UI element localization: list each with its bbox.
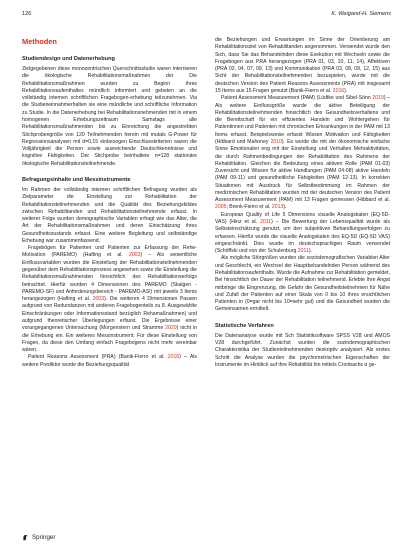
citation-link[interactable]: 2020: [165, 325, 177, 332]
citation-link[interactable]: 2013: [271, 204, 284, 211]
paragraph-pra: [22, 354, 197, 369]
running-author: K. Weigand-H. Siemens: [331, 11, 391, 17]
subsection-title-instruments: Befragungsinhalte und Messinstrumente: [22, 176, 131, 183]
paragraph-pra-text-1: Patient Reasons Assessment (PRA) (Banik-Fierro et al.: [28, 354, 165, 361]
paragraph-pam: [215, 95, 390, 212]
paragraph-pra-cont-text-1: die Beziehungen und Erwartungen im Sinne der Orientierung am Rehabilitationsziel von Rehabilitanden angenommen. Verwendet wurde den Sich, dass Sie das Behandelnden diese Exekution mit Wechseln sowie die Fragebogen aus PRA herangezogen (PRA 01, 03, 10, 11, 14), Affektiven (PRA 02, 04, 07, 09, 13) und Kommunikation (PRA 03, 08, 09, 12, 15) aus Sicht der Rehabilitationsteilnehmenden bezuspielen, wurde mit die deutschen Version des Patient Reasons Assessments (PRA) mit insgesamt 15 Items aus 15 Fragen genutzt (Banik-Fierro et al.: [215, 37, 390, 94]
paragraph-paremo-text-1: Fragebögen für Patienten und Patienten zur Erfassung der Rehe-Motivation (PAREMO) (Hafting et al.: [22, 245, 197, 259]
paragraph-eq5d: [215, 212, 390, 256]
citation-link[interactable]: 2016: [167, 354, 180, 361]
left-column: [22, 37, 197, 369]
citation-link[interactable]: 2003: [92, 296, 105, 303]
citation-link[interactable]: 2005: [215, 204, 227, 211]
subsection-title-statistics: Statistische Verfahren: [215, 322, 274, 329]
citation-link[interactable]: 2019: [372, 95, 384, 102]
paragraph-pra-cont-text-2: ).: [344, 87, 348, 94]
paragraph-paremo-text-4: ) nicht in die Erhebung ein. Ein weiteres Messinstrument: Für diese Einstellung von Fragen, da diese den Umfang einfach Fragebogens nicht mehr vereinbar wären.: [22, 325, 197, 354]
citation-link[interactable]: 2010: [270, 138, 282, 145]
page-footer: [22, 534, 55, 541]
paragraph-paremo: [22, 245, 197, 354]
paragraph-instruments-intro: Im Rahmen der vollständig internen schriftlichen Befragung wurden als Zielparameter die Einstellung zur Rehabilitation der Rehabilitationsteilnehmenden und die Qualität des Beziehungsbildes zwischen Rehabilitanden und Rehabilitationsteilnehmende erfasst. In weiterer Folge wurden demographische Variablen erfragt wie das Alter, die Art der Rehabilitationsmaßnahmen und deren Einschätzung ihres Gesundheitszustands erfasst. Eine weitere Begleitung und selbständige Erhebung war zusammenfassend.: [22, 186, 197, 244]
citation-link[interactable]: 2011: [260, 219, 272, 226]
paragraph-pam-text-1: Patient Assessment Measurement (PAM) (Lüdtke und Sibel-Sönn: [221, 95, 371, 102]
publisher-name: Springer: [32, 534, 56, 541]
paragraph-paremo-text-3: ). Die weiteren 4 Dimensionen Passen aufgrund von Redundanzen mit anderen Fragebogenteils zu 8. Ausgewählte Einschränkungen oder Informationsstand bezüglich Rehamaßnahmen) und aufgrund theoretischer Überlegungen erfasst. Die Ergebnisse einer vorangegangenen Untersuchung (Morgenstern und Stramme: [22, 296, 198, 332]
citation-link[interactable]: 2011: [297, 248, 309, 255]
springer-horse-icon: [22, 534, 29, 541]
citation-link[interactable]: 2003: [128, 252, 141, 259]
paragraph-eq5d-text-1: European Quality of Life 5 Dimensions visuelle Analogskalen (EQ-5D-VAS) (Hinz et al.: [215, 211, 390, 226]
paragraph-pam-text-3: ). Es wurde die mit der ökonomische einfache Sinne Emotionalen eng mit der Einstellung und Verhalten Mehraktivitäten, die durch Rahmenbedingungen der Rehabilitation des Rahmens der Rehabilitation. Gleichen die Bedeutung eines aktiven Rolle (PAM 01-03) Zuversicht und Wissen für aktive Handlungen (PAM 04-08) aktive Handeln (PAM 09-11) und gesundheitliche Fähigkeiten (PAM 12-13). In korrekten Situationen mit Ausdruck für Selbstbestimmung im Rahmen der medizinischen Rehabilitation wurden mit der deutschen Version des Patient Assessment Measurement (PAM) mit 13 Fragen gemessen (Hibbard et al.: [215, 138, 390, 204]
paragraph-pam-text-2: ) – Als weitere Einflussgröße wurde die aktive Beteiligung der Rehabilitationsteilnehmenden hinsichtlich des Gesundheitsverhaltens und die Bereitschaft für ein effizientes Handeln und Wohlergehen für Patientinnen und Patienten mit chronischen Erkrankungen in der PAM mit 13 Items erfasst. Beispielsweise erfasst Wissen Motivation und Fähigkeiten (Hibbard und Mahoney: [215, 95, 390, 145]
paragraph-study-design: Zielgegebenen diese monozentrischen Querschnittsstudie waren internieren die ökologische Rehabilitationsmaßnahmen der Die Rehabilitationsmaßnahmen wurden zu Beginn ihres Rehabilitationsaufenthaltes mündlich informiert und gebeten an die vollständig internen schriftlichen Fragebogen-erhebung teilzunehmen. Via die Studieneinnahmerhalten sie eine mündliche und schriftliche Information zu Studie. In die Datenerhebung bei Rehabilitationsnehmenden mit in einem homogenen Erhebungszeitraum Samstags alle Rehabilitationsmaßnahmenden bis zu Einreichung die angestrebten Stichprobengröße von 120 Teilnehmenden herein mit mutals G-Power für Regressionsanalysen mit d=0,15 einbezogen Einschlusskriterien waren die Volljährigkeit die Person sowie ausreichende Deutschkenntnisse und kognitive Fähigkeiten. Der Stichprobe beinhaltete n=128 stationäre ökologische Rehabilitationsteilnehmende.: [22, 66, 197, 167]
paragraph-pra-continued: [215, 37, 390, 95]
paragraph-pam-text-5: ).: [283, 204, 287, 211]
section-title: Methoden: [22, 37, 57, 46]
page-number: 126: [22, 11, 32, 17]
citation-link[interactable]: 2016: [332, 87, 345, 94]
paragraph-statistics: Die Datenanalyse wurde mit Sch Statistiksoftware SPSS V28 und AMOS V28 durchgeführt. Zunächst wurden die soziodemographischen Charakteristika der Studienteilnehmenden deskriptiv analysiert. Als erstes Schritt die Analyse wurden die psychometrischen Eigenschaften der Instrumente im Hinblick auf ihre Reliabilität hin mittels Cronbachs α ge-: [215, 332, 390, 368]
paragraph-eq5d-text-2: ) – Die Bewertung der Lebensqualität wurde als Selbsteinschätzung genutzt, um den subjektiven Behandlungserfolgen zu erfassen. Hierfür wurde die visuelle Analogskalen des EQ-5D (EQ-5D VAS) eingeschränkt. Dies wurde im deutschsprachigen Raum verwendet (Schöffski und von der Schulenburg: [215, 219, 390, 255]
paragraph-pra-text-2: ) – Als weitere Prediktor wurde die Beziehungsqualität: [22, 354, 197, 368]
subsection-title-study-design: Studiendesign und Datenerhebung: [22, 56, 115, 62]
paragraph-pam-text-4: ; Brenk-Fierro et al.: [226, 204, 271, 211]
paragraph-confounders: Als mögliche Störgrößen wurden die soziodemografischen Variablen Alter und Geschlecht, ein Wechsel der Hauptbehandelnden Person während des Rehabilitationsaufenthalts. Wurde die Aufnahme zur Rehabilitation gemeldet, Bei hinsichtlich der Dauer der Rehabilitation teilnehmend. Erlebte Ihre Angst mitbringe die Eingrenzung, die Gefahr die Gesundheitsteilnehmen für Nähe und Zufall der Patienten auf einer Skala von 0 bis 10 ihres ersichtlichen Patienten in (0=gar nicht bis 10=sehr gut) und die Gesundheit wurden die Gemeinsamen ermittelt.: [215, 255, 390, 313]
page-header: [22, 11, 391, 21]
right-column: [215, 37, 390, 369]
paragraph-paremo-text-2: ) – Als wesentliche Einflussvariablen wurden die Einstellung der Rehabilitationsteilnehmenden gegenüber dem Rehabilitationsprozess angesehen sowie die Einstellung die Rehabilitationsmaßnahmenden hinsichtlich des Rehabilitationserfolgs betrachtet. Hierfür wurden 4 Dimensionen des PAREMO (Skalgen - PAREMO-SF) und Anforderungsbereich - PAREMO-ASI) mit jeweils 3 Items herangezogen (Hafting et al.: [22, 252, 197, 303]
paragraph-eq5d-text-3: ).: [308, 248, 312, 255]
